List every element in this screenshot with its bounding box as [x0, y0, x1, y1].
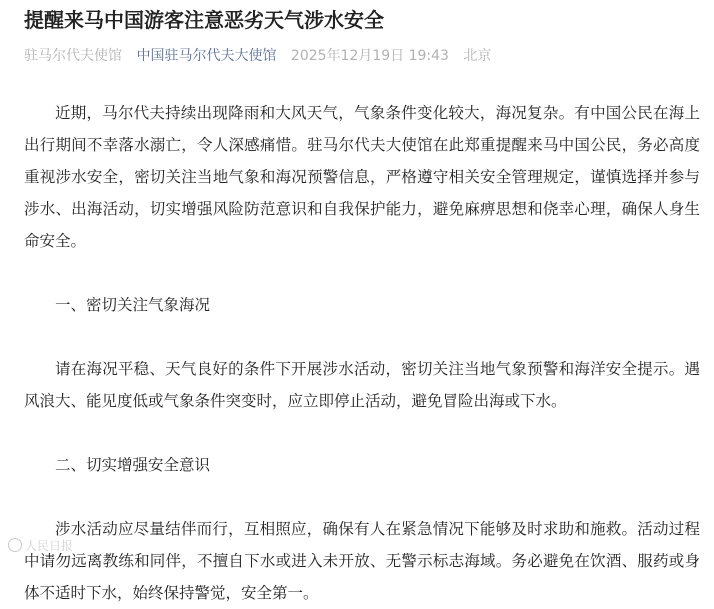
- publish-datetime: 2025年12月19日 19:43: [290, 48, 449, 64]
- section-heading-2: 二、切实增强安全意识: [55, 456, 211, 474]
- watermark-text: 人民日报: [25, 539, 74, 553]
- section-heading-1: 一、密切关注气象海况: [55, 296, 211, 314]
- article-body: [24, 97, 700, 609]
- author-name: 驻马尔代夫使馆: [24, 48, 122, 64]
- paragraph-gap: [24, 417, 700, 449]
- paragraph-gap: [24, 481, 700, 513]
- account-link[interactable]: 中国驻马尔代夫大使馆: [136, 48, 277, 64]
- paragraph-section-2: 涉水活动应尽量结伴而行，互相照应，确保有人在紧急情况下能够及时求助和施救。活动过程中请勿远离教练和同伴，不擅自下水或进入未开放、无警示标志海域。务必避免在饮酒、服药或身体不适时下水，始终保持警觉，安全第一。: [24, 520, 700, 602]
- watermark-logo-icon: [8, 538, 22, 552]
- paragraph-intro: 近期，马尔代夫持续出现降雨和大风天气，气象条件变化较大，海况复杂。有中国公民在海上出行期间不幸落水溺亡，令人深感痛惜。驻马尔代夫大使馆在此郑重提醒来马中国公民，务必高度重视涉水安全，密切关注当地气象和海况预警信息，严格遵守相关安全管理规定，谨慎选择并参与涉水、出海活动，切实增强风险防范意识和自我保护能力，避免麻痹思想和侥幸心理，确保人身生命安全。: [24, 104, 700, 250]
- watermark: [8, 538, 73, 554]
- paragraph-section-1: 请在海况平稳、天气良好的条件下开展涉水活动，密切关注当地气象预警和海洋安全提示。遇风浪大、能见度低或气象条件突变时，应立即停止活动，避免冒险出海或下水。: [24, 360, 700, 410]
- publish-location: 北京: [463, 48, 492, 64]
- paragraph-gap: [24, 257, 700, 289]
- article-meta: [24, 45, 501, 67]
- paragraph-gap: [24, 321, 700, 353]
- article-title: 提醒来马中国游客注意恶劣天气涉水安全: [24, 8, 384, 32]
